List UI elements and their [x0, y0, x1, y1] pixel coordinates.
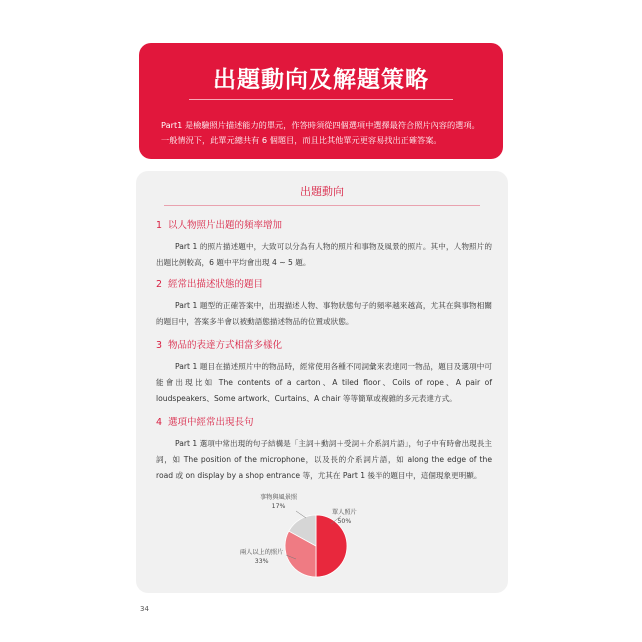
banner-description: Part1 是檢驗照片描述能力的單元，作答時須從四個選項中選擇最符合照片內容的選項。一般情況下，此單元總共有 6 個題目，而且比其他單元更容易找出正確答案。	[161, 120, 480, 145]
section-body: Part 1 題目在描述照片中的物品時，經常使用各種不同詞彙來表達同一物品，題目及選項中可能會出現比如 The contents of a carton、A tiled floor、Coils of rope、A pair of loudspeakers、Some artwork、Curtains、A chair 等等簡單或複雜的多元表達方式。	[156, 362, 492, 403]
header-banner	[139, 43, 503, 159]
section-heading-text: 物品的表達方式相當多樣化	[168, 340, 283, 351]
section-body: Part 1 的照片描述題中，大致可以分為有人物的照片和事物及風景的照片。其中，人物照片的出題比例較高，6 題中平均會出現 4 ~ 5 題。	[156, 242, 492, 267]
banner-divider	[189, 99, 453, 100]
page-title: 出題動向及解題策略	[213, 67, 429, 93]
pie-label-single: 單人照片 50%	[332, 509, 357, 525]
pie-label-objects: 事物與風景照 17%	[260, 494, 298, 510]
section-number: 4	[156, 417, 163, 428]
section-number: 2	[156, 279, 163, 290]
section-number: 3	[156, 340, 163, 351]
pie-chart-svg	[136, 171, 508, 593]
content-panel	[136, 171, 508, 593]
section-body: Part 1 題型的正確答案中，出現描述人物、事物狀態句子的頻率越來越高，尤其在與事物相關的題目中，答案多半會以被動語態描述物品的位置或狀態。	[156, 301, 492, 326]
pie-label-multi: 兩人以上的照片 33%	[240, 549, 284, 565]
section-heading-text: 經常出描述狀態的題目	[168, 279, 264, 290]
section-heading-text: 選項中經常出現長句	[168, 417, 254, 428]
leader-line-objects	[296, 511, 306, 518]
section-number: 1	[156, 220, 163, 231]
page-number: 34	[140, 605, 149, 613]
section-heading-text: 以人物照片出題的頻率增加	[168, 220, 283, 231]
panel-title: 出題動向	[300, 185, 344, 198]
section-body: Part 1 選項中常出現的句子結構是「主詞＋動詞＋受詞＋介系詞片語」，句子中有時會出現長主詞，如 The position of the microphone，以及長的介系詞片語，如 along the edge of the road 或 on display by a shop entrance 等，尤其在 Part 1 後半的題目中，這個現象更明顯。	[156, 439, 493, 480]
